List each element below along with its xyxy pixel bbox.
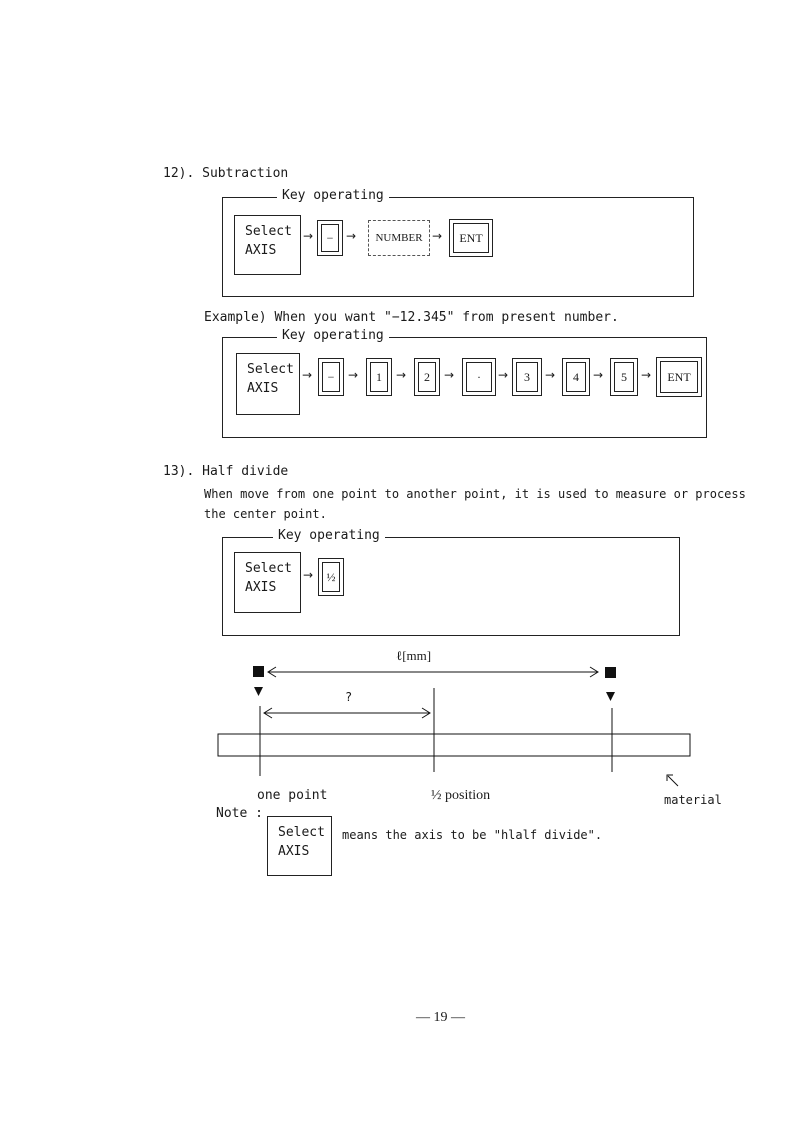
frame-title: Key operating [277, 328, 389, 343]
half-divide-description-line2: the center point. [204, 507, 327, 521]
key-label: − [322, 362, 340, 392]
arrow-icon: → [348, 368, 359, 382]
arrow-icon: → [346, 229, 357, 243]
one-point-label: one point [257, 788, 328, 803]
select-key-line1: Select [278, 825, 325, 840]
key-label: 2 [418, 362, 436, 392]
key-label: · [466, 362, 492, 392]
example-text: Example) When you want "−12.345" from present number. [204, 310, 619, 325]
select-key-line1: Select [245, 561, 292, 576]
arrow-icon: → [396, 368, 407, 382]
key-label: 3 [516, 362, 538, 392]
select-key-line2: AXIS [245, 580, 277, 595]
key-label: 1 [370, 362, 388, 392]
frame-title: Key operating [277, 188, 389, 203]
arrow-icon: → [303, 229, 314, 243]
half-divide-description-line1: When move from one point to another point, it is used to measure or process [204, 487, 746, 501]
select-key-line1: Select [247, 362, 294, 377]
select-key-line2: AXIS [247, 381, 279, 396]
number-key[interactable]: NUMBER [368, 220, 430, 256]
note-label: Note : [216, 806, 263, 821]
section-title-half-divide: 13). Half divide [163, 464, 289, 479]
half-position-label: ½ position [431, 788, 491, 803]
length-label: ℓ[mm] [396, 648, 432, 663]
arrow-icon: → [302, 368, 313, 382]
arrow-icon: → [444, 368, 455, 382]
frame-title: Key operating [273, 528, 385, 543]
arrow-icon: → [303, 568, 314, 582]
key-label: ENT [660, 361, 698, 393]
note-text: means the axis to be "hlalf divide". [342, 828, 603, 842]
material-label: material [664, 793, 722, 807]
note-select-axis-key [267, 816, 332, 876]
arrow-icon: → [432, 229, 443, 243]
key-label: 4 [566, 362, 586, 392]
arrow-icon: → [593, 368, 604, 382]
arrow-icon: → [498, 368, 509, 382]
select-key-line1: Select [245, 224, 292, 239]
select-key-line2: AXIS [245, 243, 277, 258]
half-key-label: ½ [322, 562, 340, 592]
arrow-icon: → [641, 368, 652, 382]
section-title-subtraction: 12). Subtraction [163, 166, 289, 181]
arrow-icon: → [545, 368, 556, 382]
select-key-line2: AXIS [278, 844, 310, 859]
minus-key-label: − [321, 224, 339, 252]
page-number: — 19 — [416, 1010, 465, 1025]
question-mark: ? [345, 690, 353, 704]
key-label: 5 [614, 362, 634, 392]
enter-key-label: ENT [453, 223, 489, 253]
